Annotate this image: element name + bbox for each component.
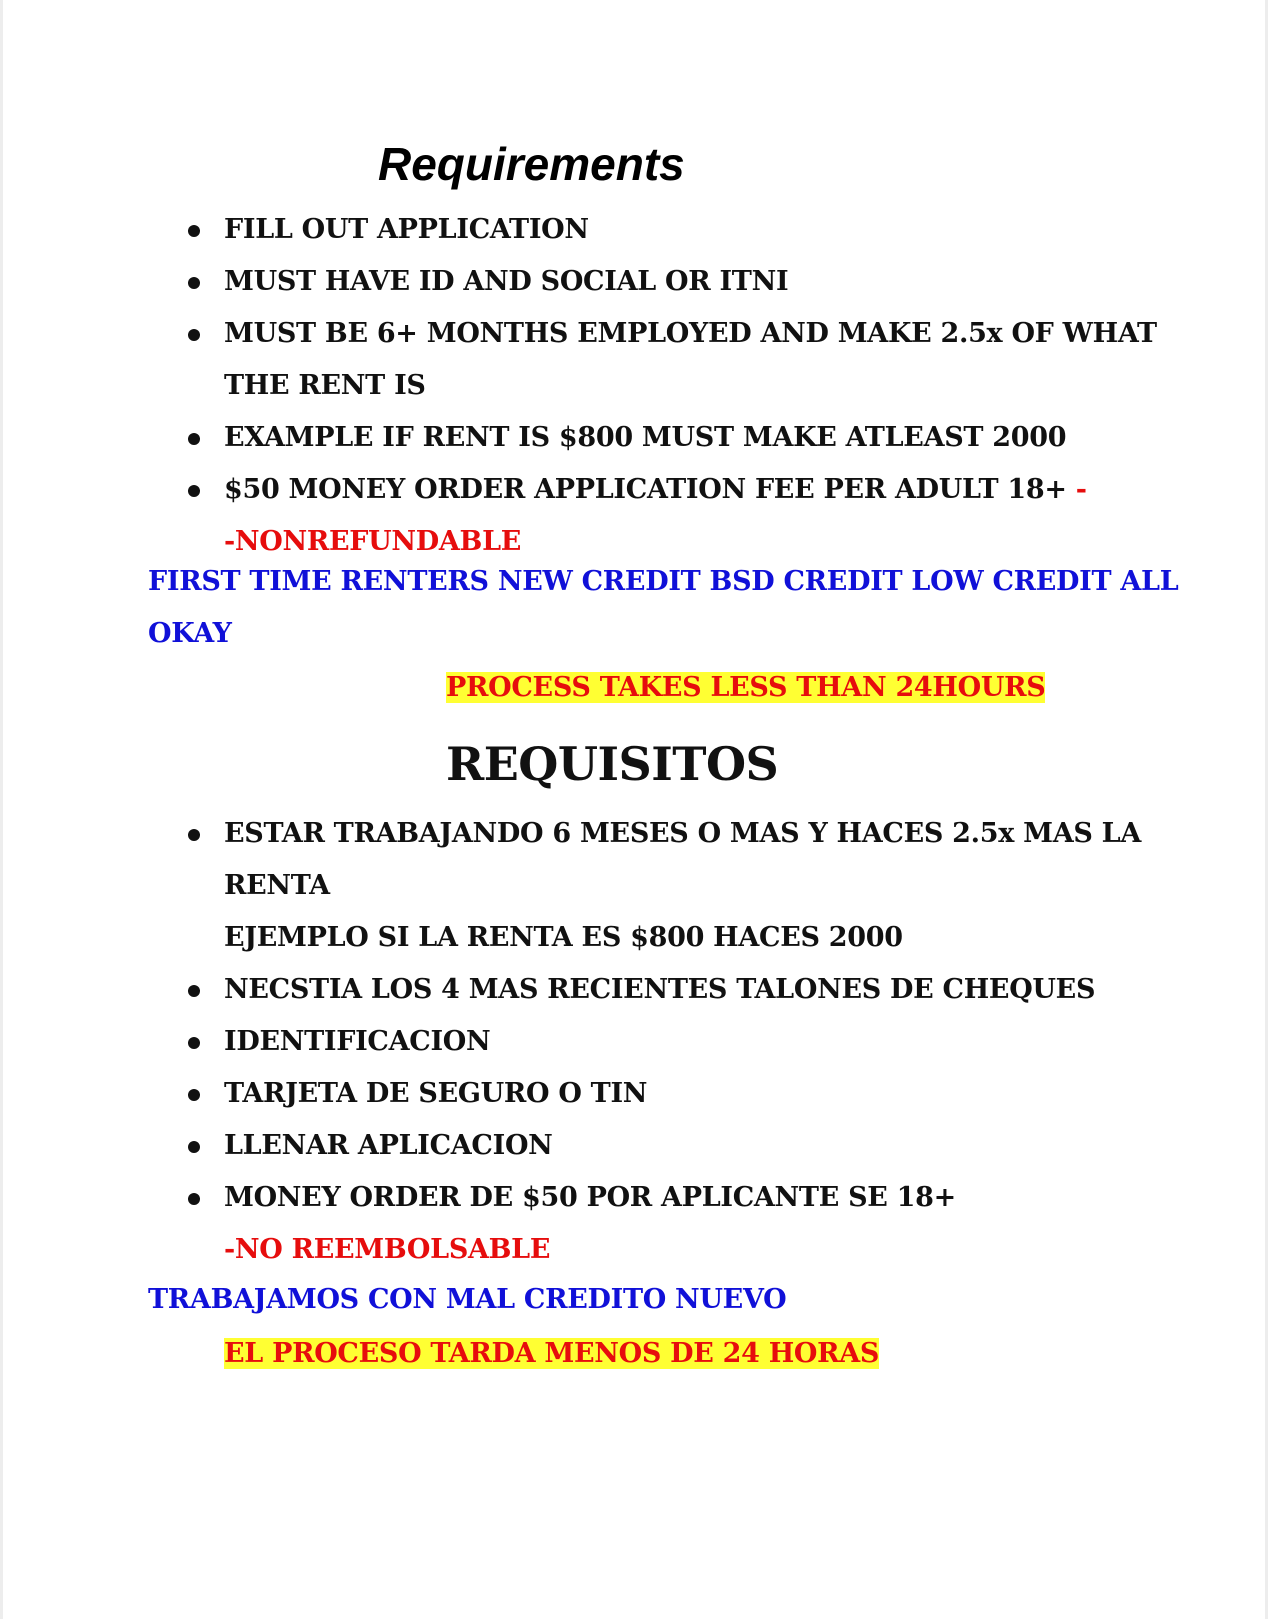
list-item	[0, 1068, 1141, 1120]
item-text: LLENAR APLICACION	[224, 1130, 553, 1161]
list-item	[0, 204, 1157, 256]
bullet-icon	[188, 485, 200, 497]
credit-note-line: FIRST TIME RENTERS NEW CREDIT BSD CREDIT LOW CREDIT ALL	[148, 566, 1179, 597]
no-reembolsable-note: -NO REEMBOLSABLE	[224, 1234, 551, 1265]
bullet-icon	[188, 1141, 200, 1153]
list-item	[0, 808, 1141, 964]
process-highlight: PROCESS TAKES LESS THAN 24HOURS	[446, 672, 1046, 703]
bullet-icon	[188, 225, 200, 237]
bullet-icon	[188, 329, 200, 341]
item-text-line	[224, 464, 1157, 516]
list-item	[0, 1120, 1141, 1172]
list-item	[0, 308, 1157, 412]
list-item	[0, 964, 1141, 1016]
item-text: $50 MONEY ORDER APPLICATION FEE PER ADULT 18+	[224, 474, 1076, 505]
requirements-title: Requirements	[378, 138, 685, 190]
credit-note	[148, 556, 1178, 660]
bullet-icon	[188, 1037, 200, 1049]
item-text-example: EJEMPLO SI LA RENTA ES $800 HACES 2000	[224, 922, 903, 953]
bullet-icon	[188, 277, 200, 289]
bullet-icon	[188, 1193, 200, 1205]
item-text: IDENTIFICACION	[224, 1026, 491, 1057]
item-text-continued: RENTA	[224, 870, 330, 901]
process-highlight: EL PROCESO TARDA MENOS DE 24 HORAS	[224, 1338, 880, 1369]
credit-note-line: TRABAJAMOS CON MAL CREDITO NUEVO	[148, 1284, 787, 1315]
credit-note-line: OKAY	[148, 618, 232, 649]
item-text: MUST HAVE ID AND SOCIAL OR ITNI	[224, 266, 789, 297]
list-item	[0, 412, 1157, 464]
requisitos-title: REQUISITOS	[446, 737, 779, 791]
item-text: MUST BE 6+ MONTHS EMPLOYED AND MAKE 2.5x OF WHAT	[224, 318, 1157, 349]
spanish-process-note	[224, 1334, 879, 1374]
bullet-icon	[188, 985, 200, 997]
list-item	[0, 256, 1157, 308]
item-text: NECSTIA LOS 4 MAS RECIENTES TALONES DE CHEQUES	[224, 974, 1096, 1005]
item-text-continued: THE RENT IS	[224, 370, 426, 401]
bullet-icon	[188, 433, 200, 445]
bullet-icon	[188, 829, 200, 841]
item-text: TARJETA DE SEGURO O TIN	[224, 1078, 648, 1109]
requirements-list	[0, 204, 1157, 568]
requisitos-list	[0, 808, 1141, 1276]
process-note	[446, 668, 1045, 708]
list-item	[0, 464, 1157, 568]
spanish-credit-note	[148, 1274, 786, 1326]
list-item	[0, 1016, 1141, 1068]
bullet-icon	[188, 1089, 200, 1101]
item-text: EXAMPLE IF RENT IS $800 MUST MAKE ATLEAST 2000	[224, 422, 1067, 453]
item-text: MONEY ORDER DE $50 POR APLICANTE SE 18+	[224, 1182, 956, 1213]
item-text: ESTAR TRABAJANDO 6 MESES O MAS Y HACES 2.5x MAS LA	[224, 818, 1141, 849]
list-item	[0, 1172, 1141, 1276]
item-text: FILL OUT APPLICATION	[224, 214, 589, 245]
nonrefundable-note: -NONREFUNDABLE	[224, 526, 522, 557]
nonrefundable-dash: -	[1075, 474, 1087, 505]
